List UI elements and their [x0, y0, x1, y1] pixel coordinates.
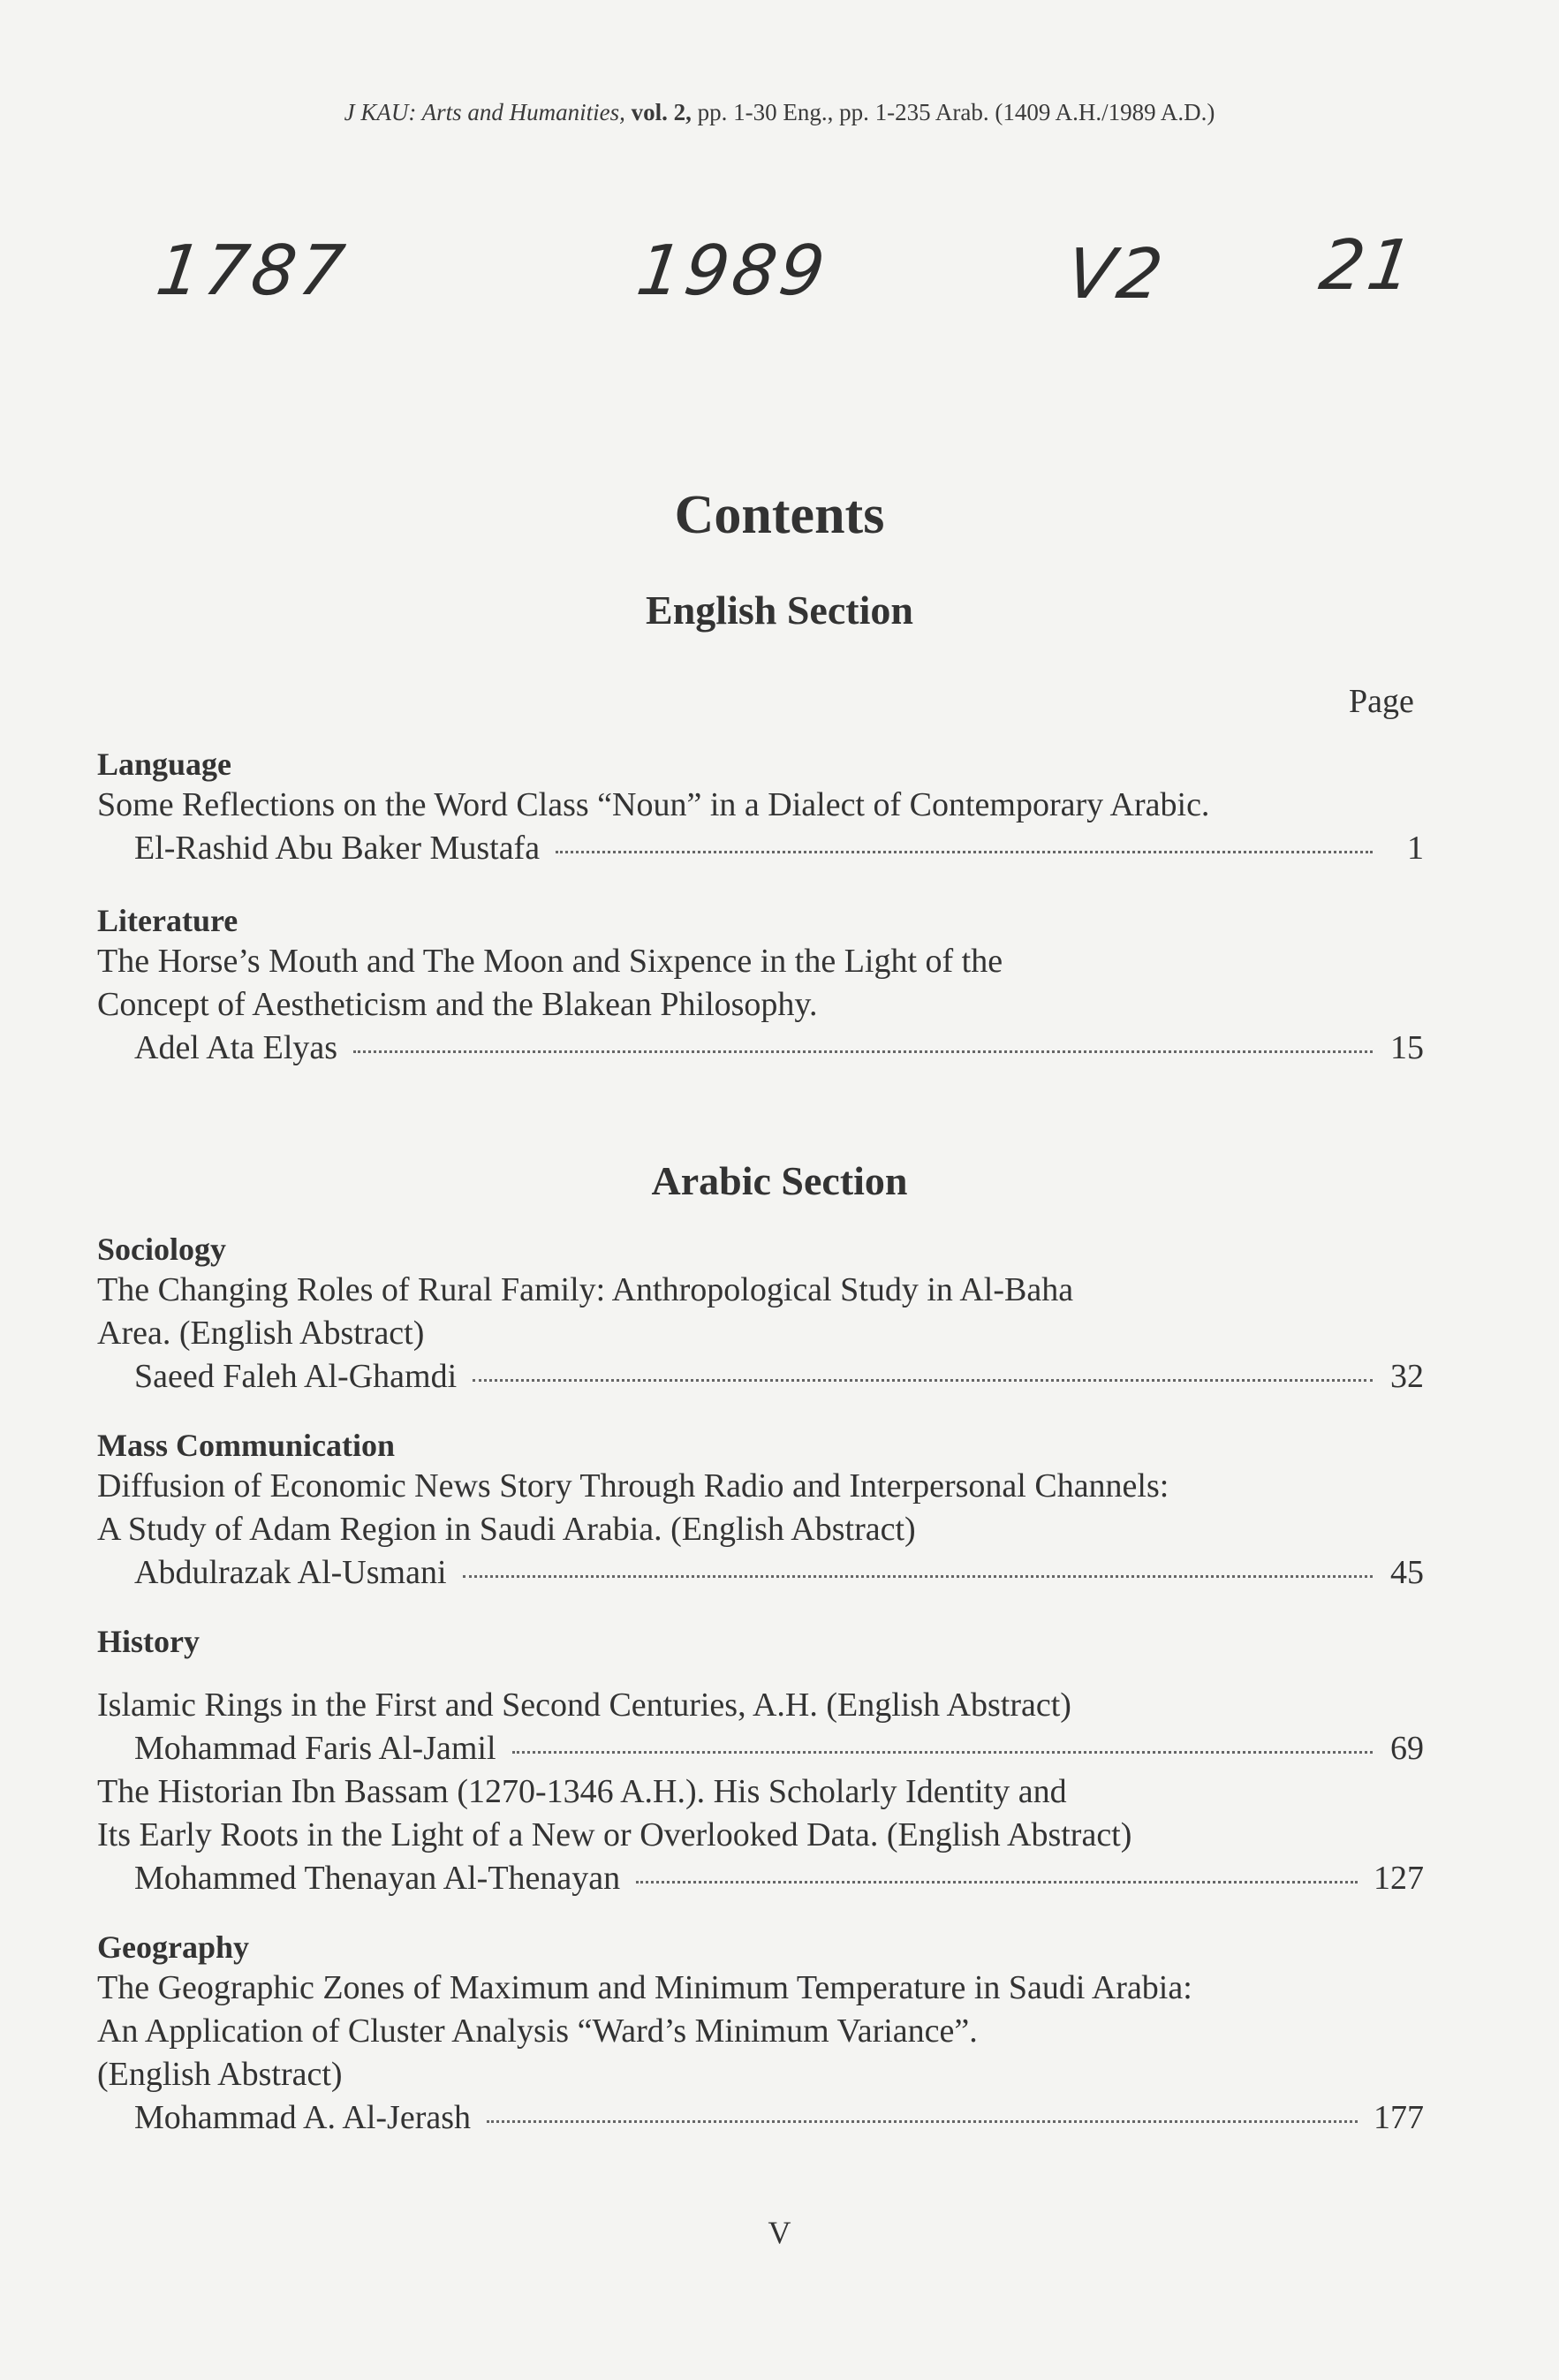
entry-page-number: 177 [1374, 2099, 1424, 2136]
toc-entry [97, 1426, 1424, 1595]
entry-author: Mohammad Faris Al-Jamil [134, 1730, 496, 1767]
leader-dots [353, 1050, 1373, 1053]
entry-title-line: Its Early Roots in the Light of a New or Overlooked Data. (English Abstract) [97, 1816, 1132, 1853]
category-heading: Mass Communication [97, 1428, 396, 1463]
leader-dots [636, 1881, 1358, 1884]
entry-title-line: An Application of Cluster Analysis “Ward’s Minimum Variance”. [97, 2012, 978, 2050]
toc-entry [97, 1622, 1424, 1661]
category-heading: Language [97, 747, 232, 782]
page-column-label: Page [1349, 683, 1414, 720]
entry-author: Saeed Faleh Al-Ghamdi [134, 1358, 458, 1395]
leader-dots [556, 851, 1373, 853]
leader-dots [512, 1751, 1373, 1754]
handwritten-volume: V2 [1061, 235, 1171, 315]
handwritten-year: 1989 [632, 231, 833, 311]
entry-title-line: Islamic Rings in the First and Second Centuries, A.H. (English Abstract) [97, 1686, 1071, 1724]
entry-page-number: 45 [1390, 1554, 1424, 1591]
category-heading: Geography [97, 1929, 250, 1965]
author-row [97, 1857, 1424, 1900]
entry-page-number: 127 [1374, 1860, 1424, 1897]
category-heading: Literature [97, 903, 238, 938]
entry-title-line: The Horse’s Mouth and The Moon and Sixpence in the Light of the [97, 943, 1003, 980]
handwritten-number: 1787 [151, 231, 352, 311]
leader-dots [463, 1575, 1373, 1578]
page-title: Contents [674, 485, 885, 545]
category-heading: History [97, 1624, 200, 1659]
page-numeral: V [768, 2215, 791, 2250]
entry-title-line: Some Reflections on the Word Class “Noun” in a Dialect of Contemporary Arabic. [97, 786, 1210, 823]
author-row [97, 1355, 1424, 1398]
entry-title-line: The Changing Roles of Rural Family: Anthropological Study in Al-Baha [97, 1271, 1074, 1308]
entry-author: El-Rashid Abu Baker Mustafa [134, 830, 541, 867]
entry-title-line: Diffusion of Economic News Story Through Radio and Interpersonal Channels: [97, 1467, 1169, 1505]
author-row [97, 2096, 1424, 2140]
handwritten-issue: 21 [1314, 226, 1421, 306]
leader-dots [473, 1379, 1373, 1382]
entry-page-number: 32 [1390, 1358, 1424, 1395]
toc-entry [97, 1684, 1424, 1900]
journal-pages: pp. 1-30 Eng., pp. 1-235 Arab. (1409 A.H./1989 A.D.) [697, 99, 1215, 125]
arabic-section-heading: Arabic Section [651, 1158, 908, 1203]
english-section-heading: English Section [646, 587, 913, 633]
entry-author: Mohammad A. Al-Jerash [134, 2099, 472, 2136]
entry-author: Adel Ata Elyas [134, 1029, 338, 1066]
entry-title-line: (English Abstract) [97, 2056, 343, 2093]
entry-title-line: A Study of Adam Region in Saudi Arabia. (English Abstract) [97, 1511, 916, 1548]
entry-page-number: 69 [1390, 1730, 1424, 1767]
entry-title-line: Concept of Aestheticism and the Blakean Philosophy. [97, 986, 818, 1023]
author-row [97, 1727, 1424, 1770]
leader-dots [487, 2120, 1358, 2123]
toc-entry [97, 901, 1424, 1070]
journal-header [0, 99, 1559, 126]
toc-entry [97, 745, 1424, 870]
entry-author: Abdulrazak Al-Usmani [134, 1554, 447, 1591]
journal-volume: vol. 2, [631, 99, 692, 125]
journal-name: J KAU: Arts and Humanities, [344, 99, 625, 125]
toc-entry [97, 1928, 1424, 2140]
author-row [97, 1027, 1424, 1070]
entry-title-line: The Geographic Zones of Maximum and Minimum Temperature in Saudi Arabia: [97, 1969, 1192, 2006]
entry-title-line: Area. (English Abstract) [97, 1315, 425, 1352]
toc-entry [97, 1230, 1424, 1398]
entry-author: Mohammed Thenayan Al-Thenayan [134, 1860, 621, 1897]
category-heading: Sociology [97, 1232, 227, 1267]
entry-page-number: 1 [1407, 830, 1424, 867]
author-row [97, 827, 1424, 870]
author-row [97, 1551, 1424, 1595]
entry-page-number: 15 [1390, 1029, 1424, 1066]
entry-title-line: The Historian Ibn Bassam (1270-1346 A.H.). His Scholarly Identity and [97, 1773, 1067, 1810]
